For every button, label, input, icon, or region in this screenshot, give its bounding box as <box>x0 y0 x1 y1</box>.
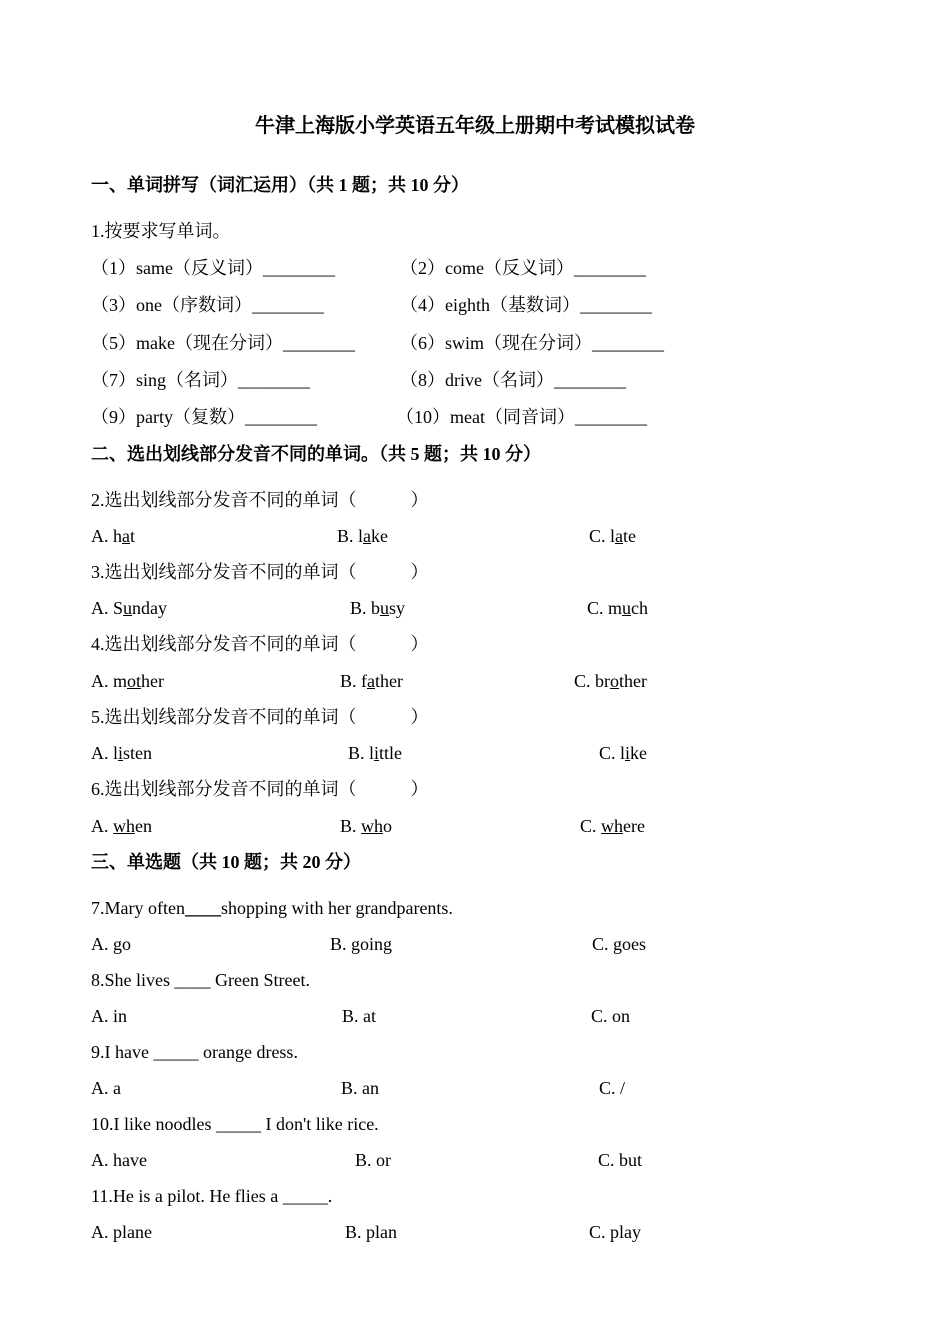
q4-option-c: C. brother <box>574 671 647 691</box>
q8-option-c: C. on <box>591 1006 631 1026</box>
section-heading-multiple-choice: 三、单选题（共 10 题；共 20 分） <box>91 852 361 872</box>
q3-option-b: B. busy <box>350 598 406 618</box>
question-10-prompt: 10.I like noodles _____ I don't like rice. <box>91 1114 379 1134</box>
q1-item-3: （3）one（序数词）________ <box>91 295 324 315</box>
question-6-prompt: 6.选出划线部分发音不同的单词（ ） <box>91 779 429 799</box>
q1-item-7: （7）sing（名词）________ <box>91 370 311 390</box>
q9-option-a: A. a <box>91 1078 121 1098</box>
q7-option-b: B. going <box>330 934 393 954</box>
q9-option-b: B. an <box>341 1078 379 1098</box>
q1-item-5: （5）make（现在分词）________ <box>91 333 355 353</box>
q1-item-8: （8）drive（名词）________ <box>400 370 626 390</box>
q11-option-b: B. plan <box>345 1222 397 1242</box>
section-heading-vocabulary: 一、单词拼写（词汇运用）（共 1 题；共 10 分） <box>91 175 469 195</box>
q10-option-b: B. or <box>355 1150 391 1170</box>
q6-option-c: C. where <box>580 816 645 836</box>
q2-option-b: B. lake <box>337 526 389 546</box>
q1-item-10: （10）meat（同音词）________ <box>396 407 647 427</box>
q2-option-c: C. late <box>589 526 637 546</box>
question-3-prompt: 3.选出划线部分发音不同的单词（ ） <box>91 562 429 582</box>
page-title: 牛津上海版小学英语五年级上册期中考试模拟试卷 <box>255 115 695 137</box>
question-8-prompt: 8.She lives ____ Green Street. <box>91 970 310 990</box>
q8-option-b: B. at <box>342 1006 376 1026</box>
q5-option-c: C. like <box>599 743 648 763</box>
q4-option-a: A. mother <box>91 671 165 691</box>
q1-item-2: （2）come（反义词）________ <box>400 258 646 278</box>
question-1-prompt: 1.按要求写单词。 <box>91 221 231 241</box>
section-heading-phonics: 二、选出划线部分发音不同的单词。（共 5 题；共 10 分） <box>91 444 541 464</box>
question-2-prompt: 2.选出划线部分发音不同的单词（ ） <box>91 490 429 510</box>
q11-option-c: C. play <box>589 1222 641 1242</box>
q5-option-a: A. listen <box>91 743 153 763</box>
q5-option-b: B. little <box>348 743 403 763</box>
q3-option-a: A. Sunday <box>91 598 168 618</box>
q8-option-a: A. in <box>91 1006 127 1026</box>
q11-option-a: A. plane <box>91 1222 152 1242</box>
q7-option-a: A. go <box>91 934 131 954</box>
q2-option-a: A. hat <box>91 526 136 546</box>
question-4-prompt: 4.选出划线部分发音不同的单词（ ） <box>91 634 429 654</box>
q4-option-b: B. father <box>340 671 403 691</box>
q1-item-1: （1）same（反义词）________ <box>91 258 335 278</box>
q3-option-c: C. much <box>587 598 649 618</box>
question-7-prompt: 7.Mary often____shopping with her grandparents. <box>91 898 453 918</box>
q10-option-a: A. have <box>91 1150 147 1170</box>
q10-option-c: C. but <box>598 1150 643 1170</box>
question-9-prompt: 9.I have _____ orange dress. <box>91 1042 298 1062</box>
q7-option-c: C. goes <box>592 934 646 954</box>
q1-item-6: （6）swim（现在分词）________ <box>400 333 665 353</box>
q1-item-9: （9）party（复数）________ <box>91 407 317 427</box>
q6-option-a: A. when <box>91 816 152 836</box>
q9-option-c: C. / <box>599 1078 626 1098</box>
question-5-prompt: 5.选出划线部分发音不同的单词（ ） <box>91 707 429 727</box>
question-11-prompt: 11.He is a pilot. He flies a _____. <box>91 1186 333 1206</box>
q6-option-b: B. who <box>340 816 393 836</box>
q1-item-4: （4）eighth（基数词）________ <box>400 295 652 315</box>
